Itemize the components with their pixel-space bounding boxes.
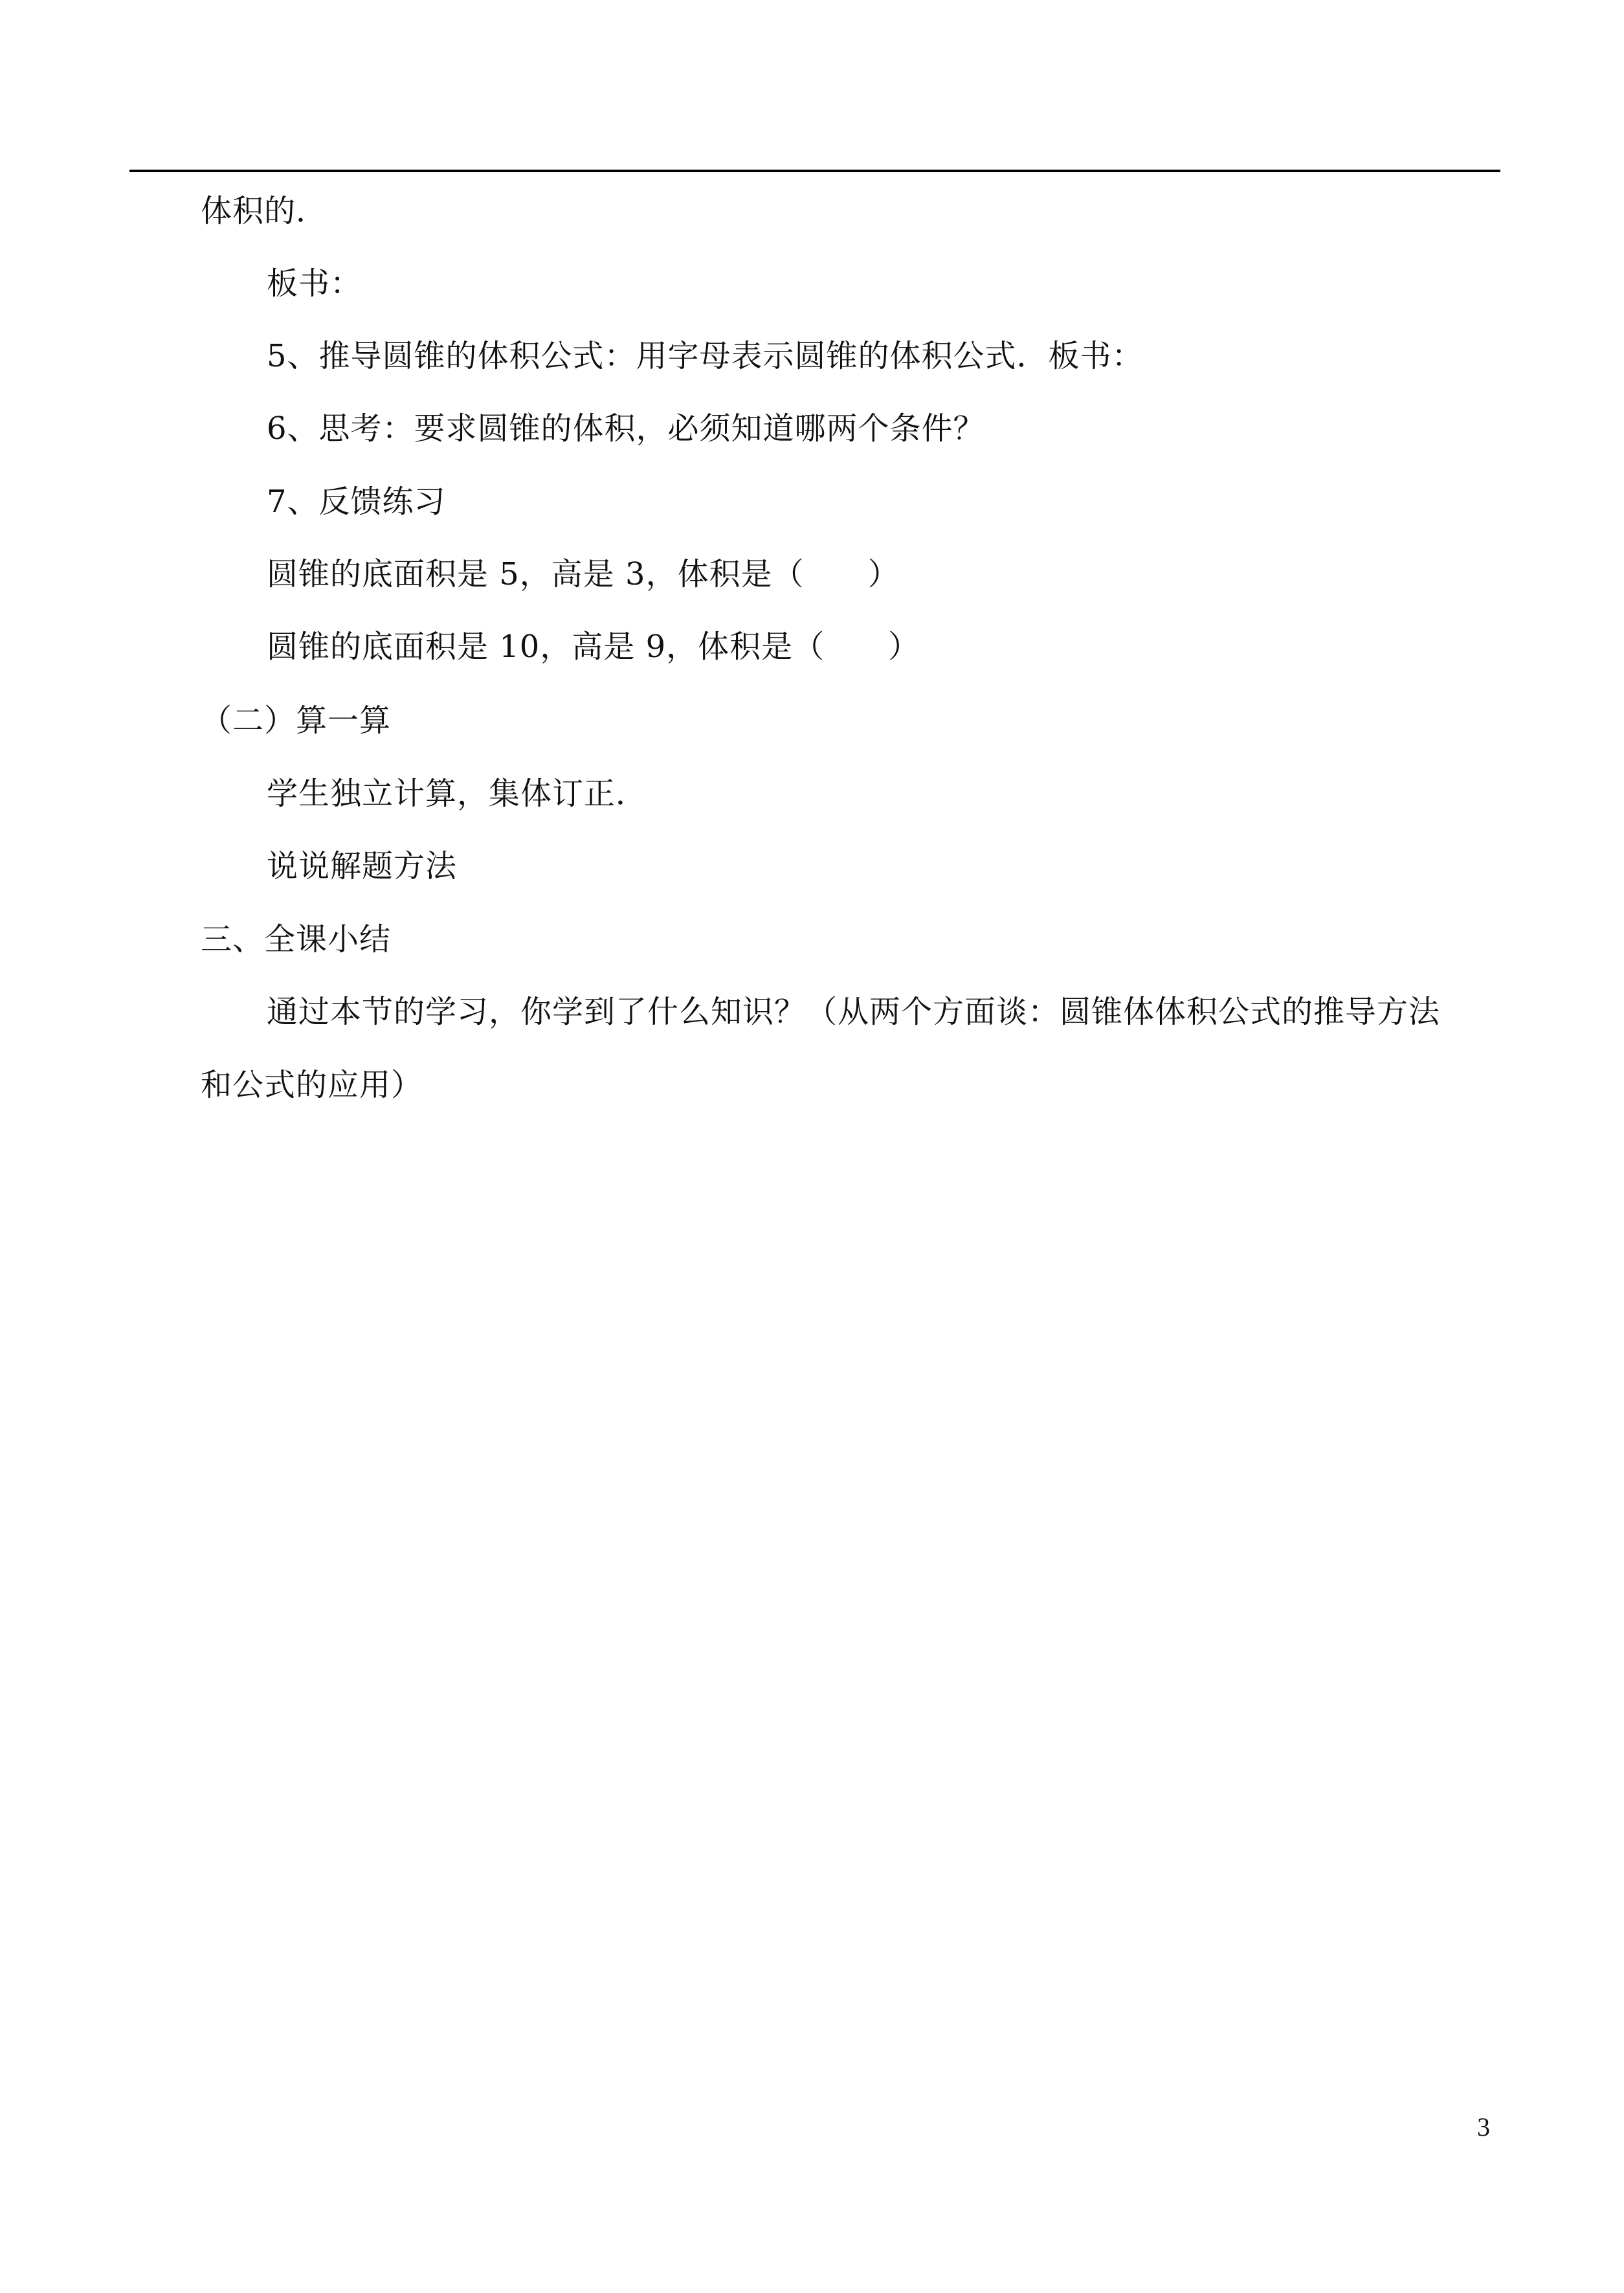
text-line-exercise-2: 圆锥的底面积是 10，高是 9，体积是（ ）: [267, 629, 920, 665]
text-line-step-6: 6、思考：要求圆锥的体积，必须知道哪两个条件？: [267, 410, 985, 447]
text-line-solution-method: 说说解题方法: [267, 848, 458, 884]
text-line-continuation: 体积的．: [201, 193, 328, 229]
section-heading-calculate: （二）算一算: [201, 702, 392, 739]
page-number: 3: [1477, 2112, 1490, 2142]
text-line-summary-continuation: 和公式的应用）: [201, 1067, 423, 1103]
header-rule: [129, 170, 1500, 172]
text-line-step-5: 5、推导圆锥的体积公式：用字母表示圆锥的体积公式．板书：: [267, 338, 1144, 374]
text-line-step-7: 7、反馈练习: [267, 484, 446, 520]
text-line-summary-question: 通过本节的学习，你学到了什么知识？（从两个方面谈：圆锥体体积公式的推导方法: [267, 994, 1441, 1030]
text-line-independent-calc: 学生独立计算，集体订正．: [267, 776, 648, 812]
text-line-exercise-1: 圆锥的底面积是 5，高是 3，体积是（ ）: [267, 556, 900, 592]
text-line-blackboard: 板书：: [267, 265, 362, 302]
section-heading-summary: 三、全课小结: [201, 921, 392, 957]
